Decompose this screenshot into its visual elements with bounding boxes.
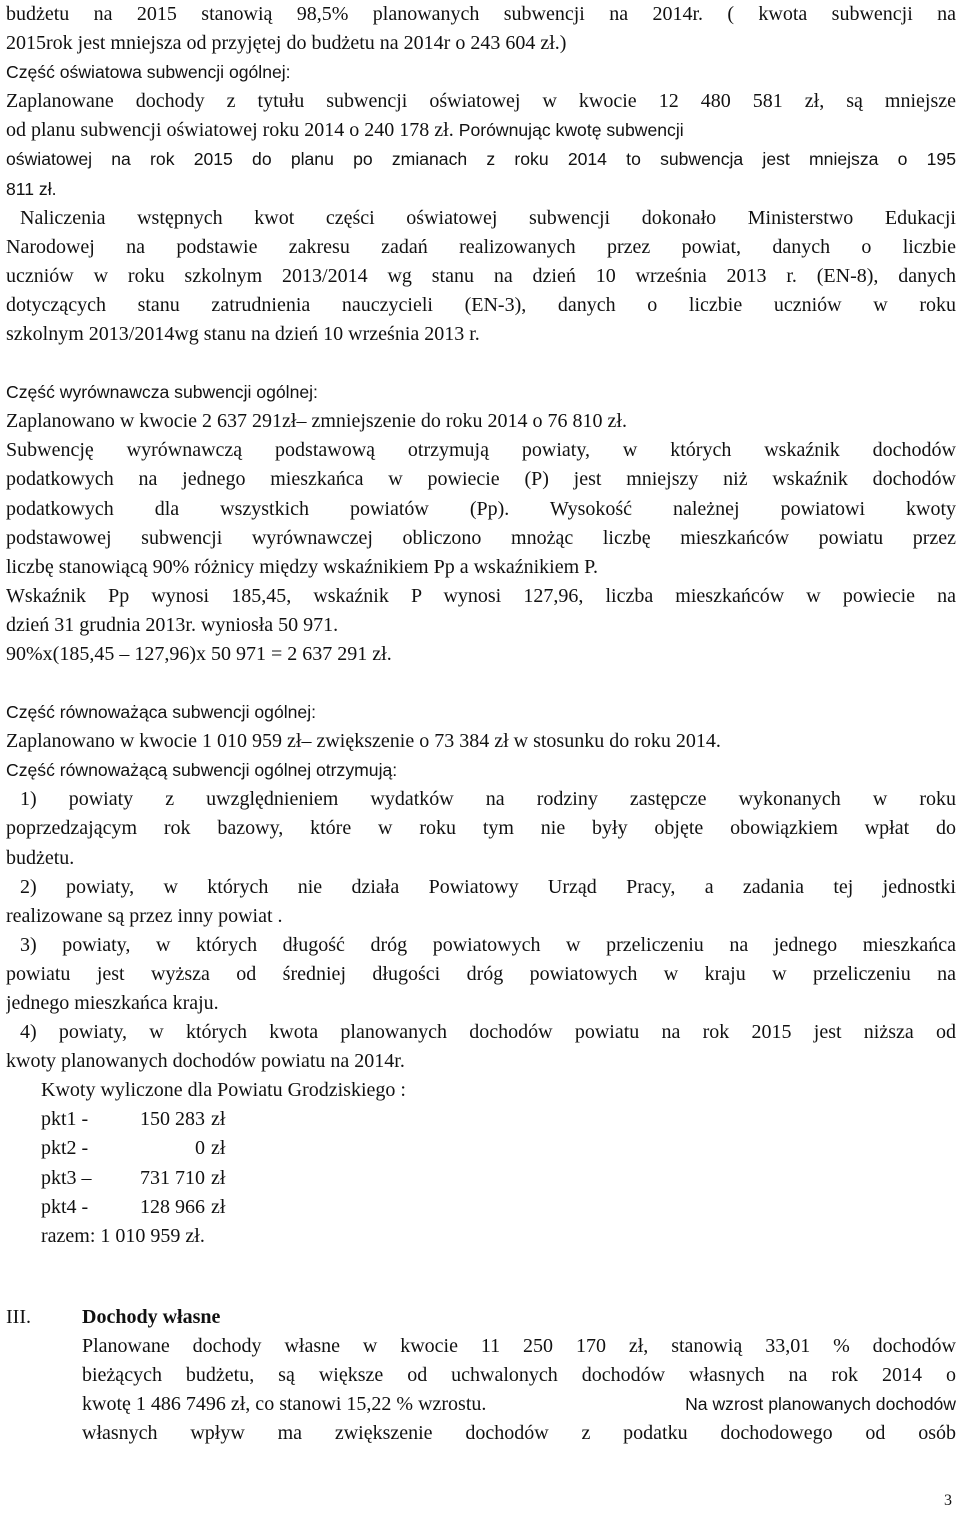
text-line: Część równoważącą subwencji ogólnej otrzymują: (6, 760, 398, 781)
document-page (6, 0, 956, 1448)
text-line: dzień 31 grudnia 2013r. wyniosła 50 971. (6, 613, 339, 636)
spacer (6, 349, 956, 378)
text-line: podstawowej subwencji wyrównawczej obliczono mnożąc liczbę mieszkańców powiatu przez (6, 526, 956, 549)
amount-value: 0 (195, 1137, 205, 1160)
text-line: Planowane dochody własne w kwocie 11 250 170 zł, stanowią 33,01 % dochodów (82, 1334, 956, 1357)
text-line: budżetu na 2015 stanowią 98,5% planowanych subwencji na 2014r. ( kwota subwencji na (6, 3, 956, 25)
list-item-line: jednego mieszkańca kraju. (6, 992, 219, 1014)
amount-row (6, 1164, 956, 1193)
text-line: podatkowych dla wszystkich powiatów (Pp). Wysokość należnej powiatowi kwoty (6, 497, 956, 520)
amount-row (6, 1134, 956, 1163)
list-item-line: 1) powiaty z uwzględnieniem wydatków na rodziny zastępcze wykonanych w roku (20, 788, 956, 811)
text-segment: od planu subwencji oświatowej roku 2014 o 240 178 zł. (6, 119, 454, 142)
text-line: Zaplanowano w kwocie 2 637 291zł– zmniejszenie do roku 2014 o 76 810 zł. (6, 410, 627, 433)
amount-value: 731 710 (140, 1166, 205, 1189)
text-segment: kwotę 1 486 7496 zł, co stanowi 15,22 % wzrostu. (82, 1393, 487, 1416)
text-line: Narodowej na podstawie zakresu zadań realizowanych przez powiat, danych o liczbie (6, 235, 956, 258)
section-3-header (6, 1303, 956, 1332)
list-item-line: powiatu jest wyższa od średniej długości dróg powiatowych w kraju w przeliczeniu na (6, 962, 956, 985)
text-line: bieżących budżetu, są większe od uchwalonych dochodów własnych na rok 2014 o (82, 1364, 956, 1387)
list-item-line: 3) powiaty, w których długość dróg powiatowych w przeliczeniu na jednego mieszkańca (20, 933, 956, 956)
amount-total: razem: 1 010 959 zł. (41, 1224, 205, 1247)
section-title: Dochody własne (82, 1305, 221, 1328)
text-segment-sans: Porównując kwotę subwencji (458, 120, 684, 141)
text-line: 2015rok jest mniejsza od przyjętej do budżetu na 2014r o 243 604 zł.) (6, 32, 567, 55)
section-heading-oswiatowa: Część oświatowa subwencji ogólnej: (6, 62, 291, 83)
text-segment-sans: Na wzrost planowanych dochodów (685, 1394, 956, 1415)
text-line: liczbę stanowiącą 90% różnicy między wskaźnikiem Pp a wskaźnikiem P. (6, 555, 599, 578)
page-number: 3 (944, 1492, 952, 1509)
formula-line: 90%x(185,45 – 127,96)x 50 971 = 2 637 291 zł. (6, 642, 392, 665)
amount-value: 128 966 (140, 1195, 205, 1218)
section-number: III. (6, 1305, 31, 1328)
amount-unit: zł (211, 1137, 226, 1160)
text-line: Wskaźnik Pp wynosi 185,45, wskaźnik P wynosi 127,96, liczba mieszkańców w powiecie na (6, 584, 956, 607)
text-line (6, 1390, 956, 1419)
list-item-line: 4) powiaty, w których kwota planowanych dochodów powiatu na rok 2015 jest niższa od (20, 1021, 956, 1044)
text-line: podatkowych na jednego mieszkańca w powiecie (P) jest mniejszy niż wskaźnik dochodów (6, 468, 956, 491)
list-item-line: realizowane są przez inny powiat . (6, 904, 283, 927)
text-line: oświatowej na rok 2015 do planu po zmianach z roku 2014 to subwencja jest mniejsza o 195 (6, 149, 956, 170)
text-line: Naliczenia wstępnych kwot części oświatowej subwencji dokonało Ministerstwo Edukacji (20, 206, 956, 229)
text-line: szkolnym 2013/2014wg stanu na dzień 10 września 2013 r. (6, 323, 480, 346)
text-line (6, 116, 956, 145)
section-heading-rownowazaca: Część równoważąca subwencji ogólnej: (6, 702, 317, 723)
section-heading-wyrownawcza: Część wyrównawcza subwencji ogólnej: (6, 382, 318, 403)
amount-unit: zł (211, 1108, 226, 1131)
amount-unit: zł (211, 1166, 226, 1189)
amount-key: pkt4 - (41, 1195, 89, 1218)
amount-key: pkt1 - (41, 1108, 89, 1131)
amount-value: 150 283 (140, 1108, 205, 1131)
amount-unit: zł (211, 1195, 226, 1218)
text-line: 811 zł. (6, 178, 57, 199)
spacer (6, 1251, 956, 1303)
text-line: uczniów w roku szkolnym 2013/2014 wg stanu na dzień 10 września 2013 r. (EN-8), danych (6, 264, 956, 287)
text-line: Subwencję wyrównawczą podstawową otrzymują powiaty, w których wskaźnik dochodów (6, 439, 956, 462)
amount-key: pkt3 – (41, 1166, 92, 1189)
list-item-line: 2) powiaty, w których nie działa Powiatowy Urząd Pracy, a zadania tej jednostki (20, 875, 956, 898)
text-line: Zaplanowane dochody z tytułu subwencji oświatowej w kwocie 12 480 581 zł, są mniejsze (6, 90, 956, 113)
list-item-line: poprzedzającym rok bazowy, które w roku tym nie były objęte obowiązkiem wpłat do (6, 817, 956, 840)
text-line: dotyczących stanu zatrudnienia nauczycieli (EN-3), danych o liczbie uczniów w roku (6, 293, 956, 316)
list-item-line: budżetu. (6, 846, 75, 869)
text-line: Zaplanowano w kwocie 1 010 959 zł– zwiększenie o 73 384 zł w stosunku do roku 2014. (6, 730, 721, 753)
amount-row (6, 1105, 956, 1134)
amount-key: pkt2 - (41, 1137, 89, 1160)
amounts-heading: Kwoty wyliczone dla Powiatu Grodziskiego : (41, 1079, 406, 1102)
text-line: własnych wpływ ma zwiększenie dochodów z podatku dochodowego od osób (82, 1422, 956, 1445)
list-item-line: kwoty planowanych dochodów powiatu na 2014r. (6, 1050, 405, 1073)
spacer (6, 669, 956, 698)
amount-row (6, 1193, 956, 1222)
